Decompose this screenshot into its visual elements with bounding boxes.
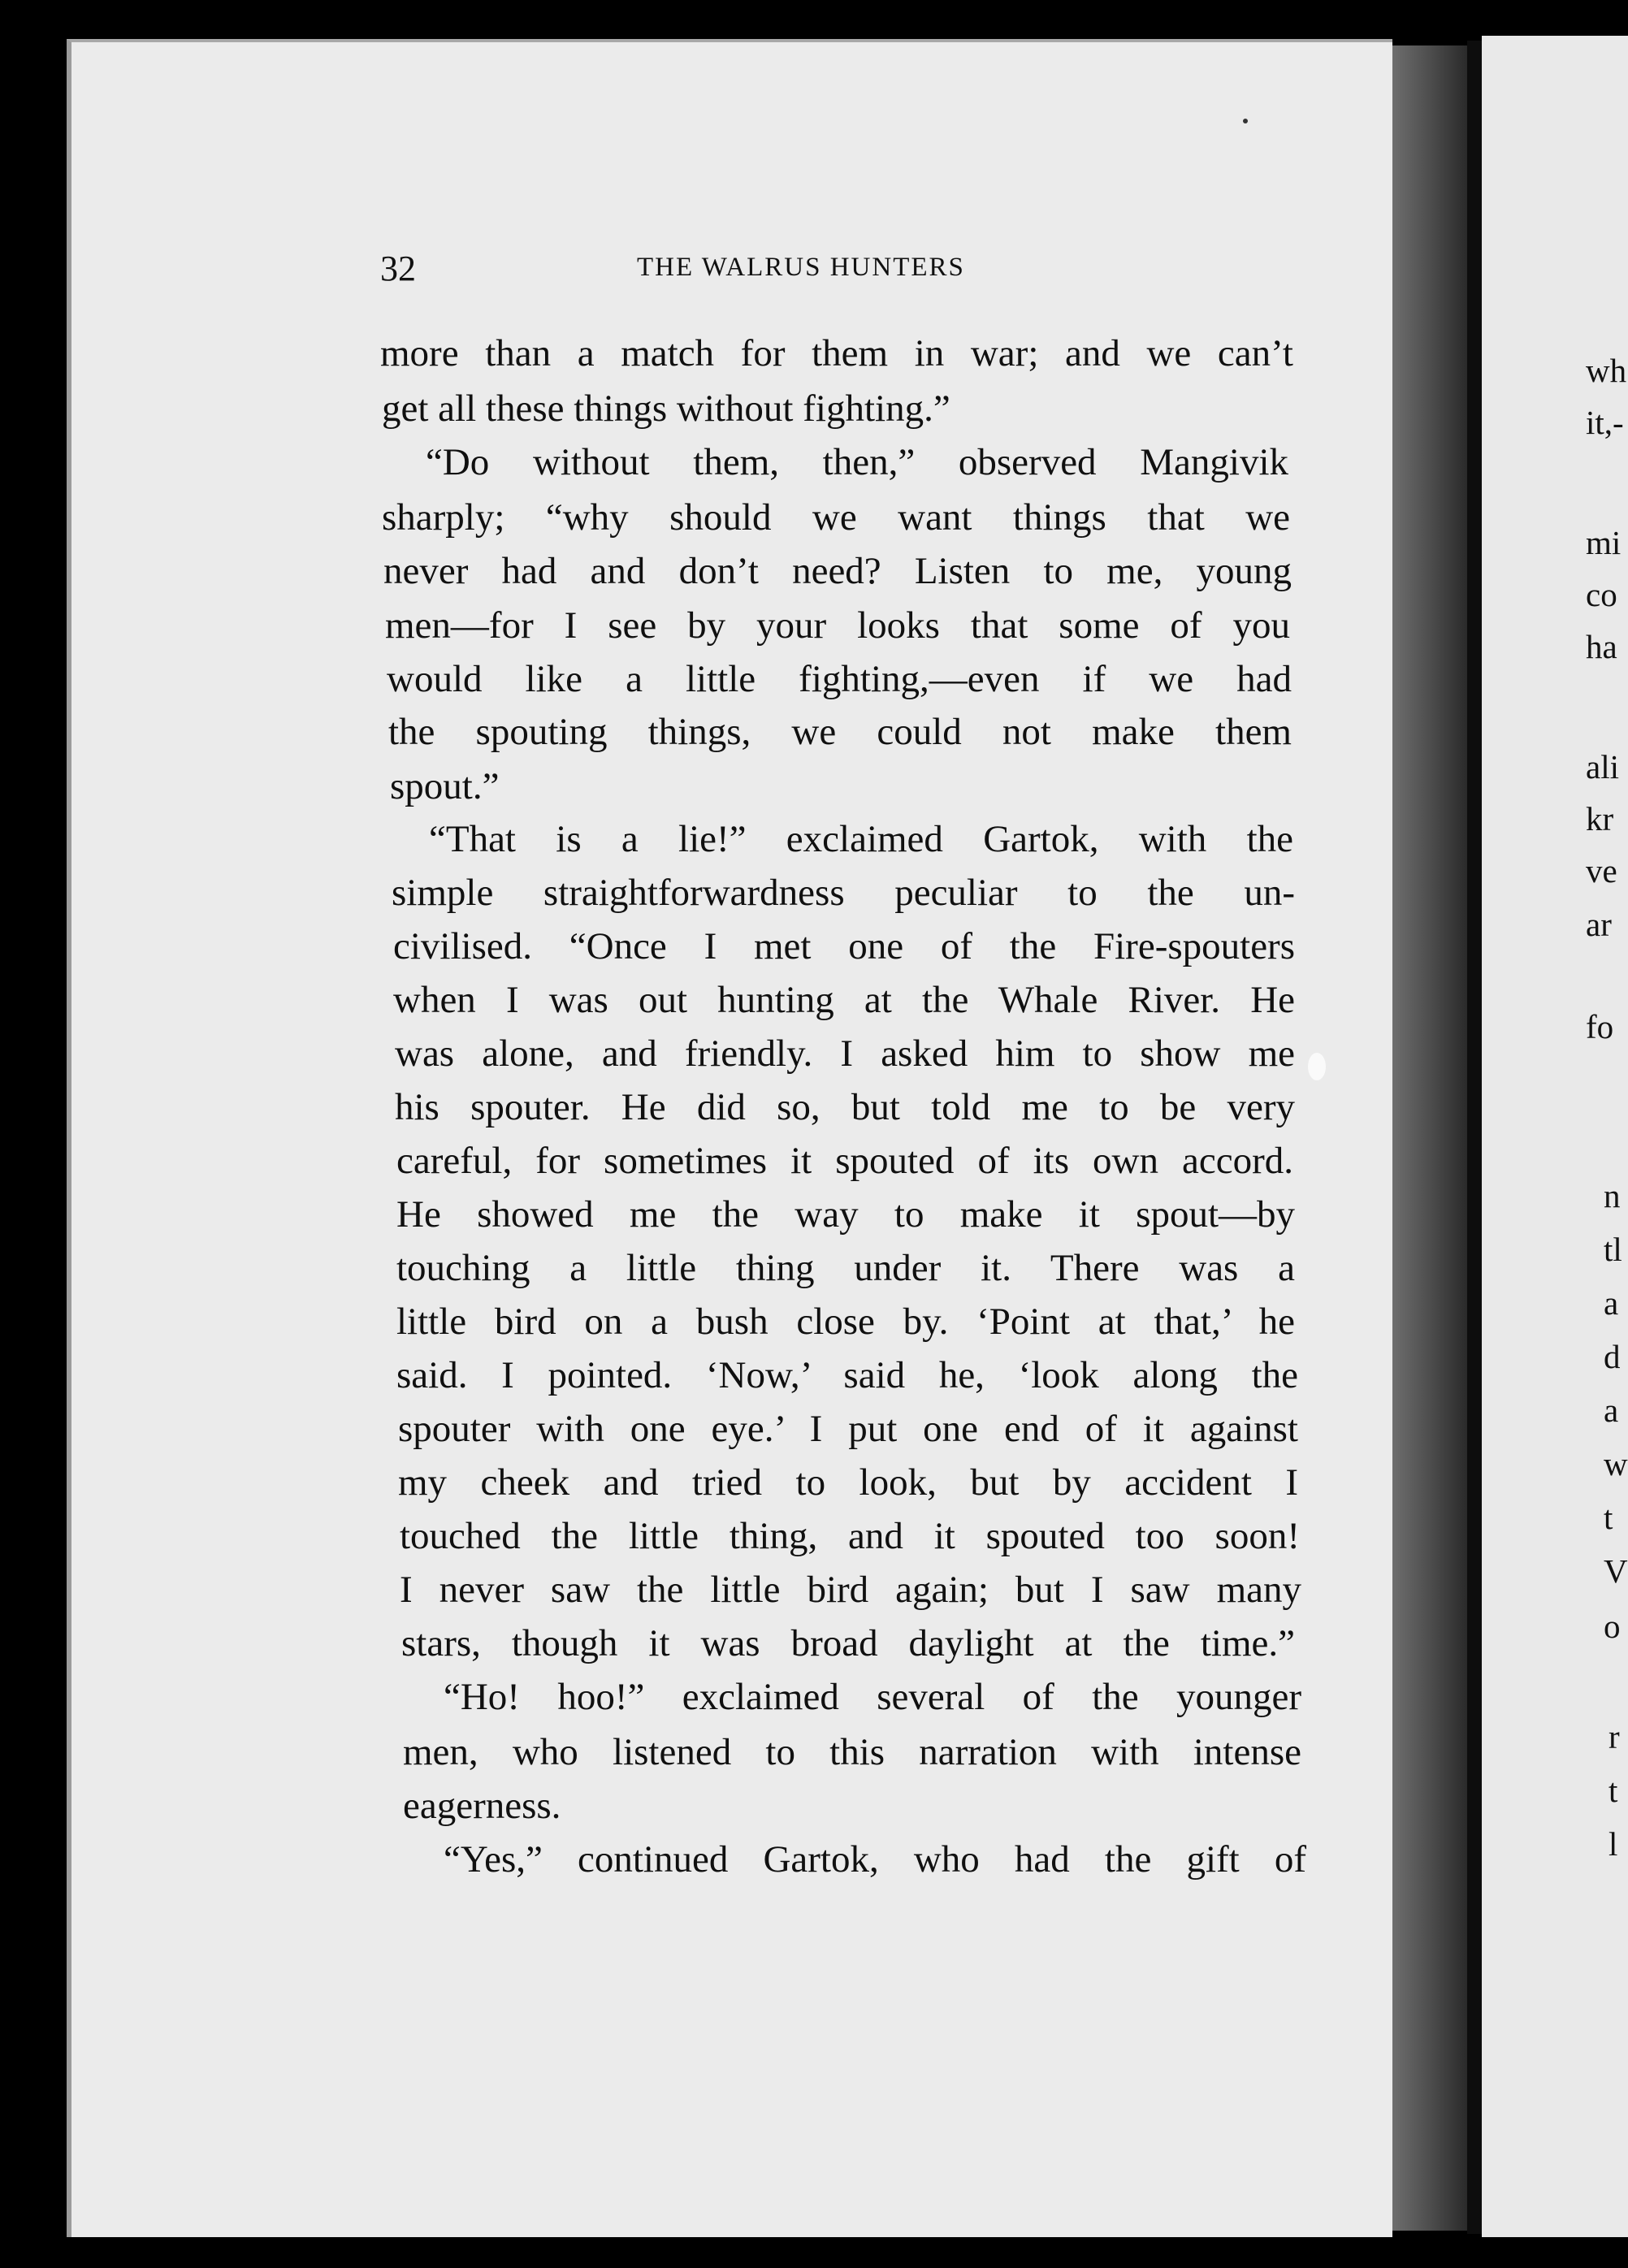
next-page-fragment: d xyxy=(1604,1338,1621,1375)
next-page-fragment: a xyxy=(1604,1284,1619,1322)
next-page-fragment: ali xyxy=(1586,748,1619,786)
page-fore-edge xyxy=(1392,45,1467,2231)
text-line: “That is a lie!” exclaimed Gartok, with the xyxy=(429,818,1293,860)
next-page-fragment: ha xyxy=(1586,628,1617,665)
next-page-fragment: kr xyxy=(1586,800,1614,838)
next-page-fragment: mi xyxy=(1586,524,1622,561)
next-page-fragment: o xyxy=(1604,1608,1621,1645)
text-line: get all these things without fighting.” xyxy=(382,387,950,430)
next-page-fragment: fo xyxy=(1586,1008,1614,1045)
next-page-fragment: ar xyxy=(1586,906,1612,943)
next-page-fragment: wh xyxy=(1586,352,1627,389)
text-line: said. I pointed. ‘Now,’ said he, ‘look along the xyxy=(396,1354,1298,1396)
next-page-fragment: V xyxy=(1604,1552,1628,1590)
next-page-fragment: n xyxy=(1604,1177,1621,1214)
text-line: careful, for sometimes it spouted of its own accord. xyxy=(396,1140,1293,1182)
text-line: never had and don’t need? Listen to me, young xyxy=(383,550,1292,592)
text-line: simple straightforwardness peculiar to the un- xyxy=(392,872,1295,914)
next-page-fragment: it,- xyxy=(1586,404,1624,441)
next-page-fragment: t xyxy=(1604,1499,1613,1536)
text-line: when I was out hunting at the Whale River. He xyxy=(393,979,1295,1021)
text-line: was alone, and friendly. I asked him to show me xyxy=(395,1032,1295,1075)
next-page-fragment: r xyxy=(1609,1718,1620,1755)
text-line: little bird on a bush close by. ‘Point at that,’ he xyxy=(396,1301,1295,1343)
text-line: would like a little fighting,—even if we had xyxy=(387,658,1292,700)
text-line: civilised. “Once I met one of the Fire-spouters xyxy=(393,925,1295,967)
text-line: “Do without them, then,” observed Mangivik xyxy=(426,441,1288,483)
text-line: spouter with one eye.’ I put one end of it against xyxy=(398,1408,1298,1450)
running-header xyxy=(380,248,1314,296)
next-page-fragment: co xyxy=(1586,576,1617,613)
next-page-fragment: a xyxy=(1604,1392,1619,1429)
page-number: 32 xyxy=(380,249,416,288)
next-page-fragment: l xyxy=(1609,1825,1618,1863)
text-line: stars, though it was broad daylight at the time.” xyxy=(401,1622,1295,1664)
next-page-fragment: ve xyxy=(1586,852,1617,889)
text-line: my cheek and tried to look, but by accident I xyxy=(398,1461,1298,1504)
book-page-right-partial xyxy=(1482,36,1628,2237)
text-line: spout.” xyxy=(390,765,500,807)
paper-speck xyxy=(1243,119,1248,123)
text-line: the spouting things, we could not make them xyxy=(388,711,1292,753)
text-line: men—for I see by your looks that some of you xyxy=(385,604,1290,647)
text-line: touched the little thing, and it spouted too soon! xyxy=(400,1515,1300,1557)
text-line: his spouter. He did so, but told me to be very xyxy=(395,1086,1295,1128)
gutter-shadow xyxy=(1467,41,1482,2234)
next-page-fragment: tl xyxy=(1604,1231,1622,1268)
next-page-fragment: w xyxy=(1604,1445,1628,1482)
text-line: more than a match for them in war; and we can’t xyxy=(380,332,1293,374)
text-line: men, who listened to this narration with intense xyxy=(403,1731,1301,1773)
text-line: eagerness. xyxy=(403,1785,561,1827)
running-title: THE WALRUS HUNTERS xyxy=(637,253,965,282)
text-line: touching a little thing under it. There was a xyxy=(396,1247,1295,1289)
next-page-fragment: t xyxy=(1609,1772,1618,1809)
text-line: “Ho! hoo!” exclaimed several of the younger xyxy=(444,1676,1301,1718)
text-line: “Yes,” continued Gartok, who had the gift of xyxy=(444,1838,1306,1881)
text-line: He showed me the way to make it spout—by xyxy=(396,1193,1295,1236)
text-line: I never saw the little bird again; but I saw many xyxy=(400,1569,1301,1611)
text-line: sharply; “why should we want things that we xyxy=(382,496,1290,539)
paper-speck xyxy=(1308,1053,1326,1080)
